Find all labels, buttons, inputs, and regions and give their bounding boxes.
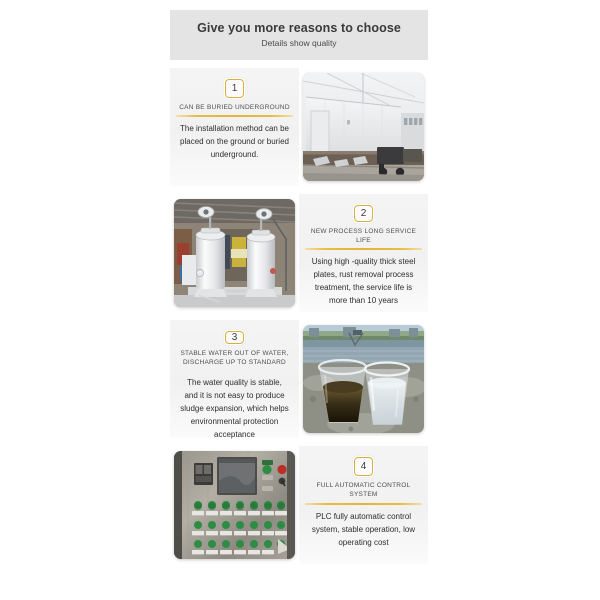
feature-title: FULL AUTOMATIC CONTROL SYSTEM bbox=[316, 482, 411, 499]
gold-divider bbox=[176, 115, 293, 117]
feature-row bbox=[170, 194, 428, 312]
feature-number-badge: 4 bbox=[354, 457, 373, 476]
water-sample-comparison-cups-photo bbox=[303, 325, 424, 433]
feature-number-badge: 1 bbox=[225, 79, 244, 98]
feature-body-text: Using high -quality thick steel plates, rust removal process treatment, the service life is more than 10 years bbox=[311, 257, 416, 306]
feature-photo-slot bbox=[170, 446, 299, 564]
feature-title: STABLE WATER OUT OF WATER, DISCHARGE UP TO STANDARD bbox=[180, 350, 289, 367]
plc-control-panel-photo bbox=[174, 451, 295, 559]
feature-row bbox=[170, 320, 428, 438]
feature-text-panel bbox=[299, 446, 428, 564]
feature-body-text: The water quality is stable, and it is not easy to produce sludge expansion, which helps environmental protection acceptance bbox=[180, 377, 289, 439]
page-subtitle: Details show quality bbox=[261, 37, 337, 48]
feature-number-badge: 3 bbox=[225, 331, 244, 344]
feature-body-text: The installation method can be placed on the ground or buried underground. bbox=[180, 124, 289, 160]
feature-row bbox=[170, 446, 428, 564]
feature-title: NEW PROCESS LONG SERVICE LIFE bbox=[310, 227, 417, 245]
content-column bbox=[170, 10, 428, 564]
feature-title: CAN BE BURIED UNDERGROUND bbox=[179, 104, 290, 111]
buried-equipment-container-photo bbox=[303, 73, 424, 181]
feature-text-panel bbox=[170, 68, 299, 186]
feature-body-text: PLC fully automatic control system, stable operation, low operating cost bbox=[311, 511, 416, 547]
feature-photo-slot bbox=[299, 68, 428, 186]
gold-divider bbox=[305, 248, 422, 250]
feature-text-panel bbox=[170, 320, 299, 438]
gold-divider bbox=[305, 503, 422, 505]
page-title: Give you more reasons to choose bbox=[197, 20, 401, 35]
feature-number-badge: 2 bbox=[354, 205, 373, 222]
feature-photo-slot bbox=[299, 320, 428, 438]
feature-photo-slot bbox=[170, 194, 299, 312]
feature-text-panel bbox=[299, 194, 428, 312]
steel-pressure-vessels-photo bbox=[174, 199, 295, 307]
feature-row bbox=[170, 68, 428, 186]
page-header-banner bbox=[170, 10, 428, 60]
